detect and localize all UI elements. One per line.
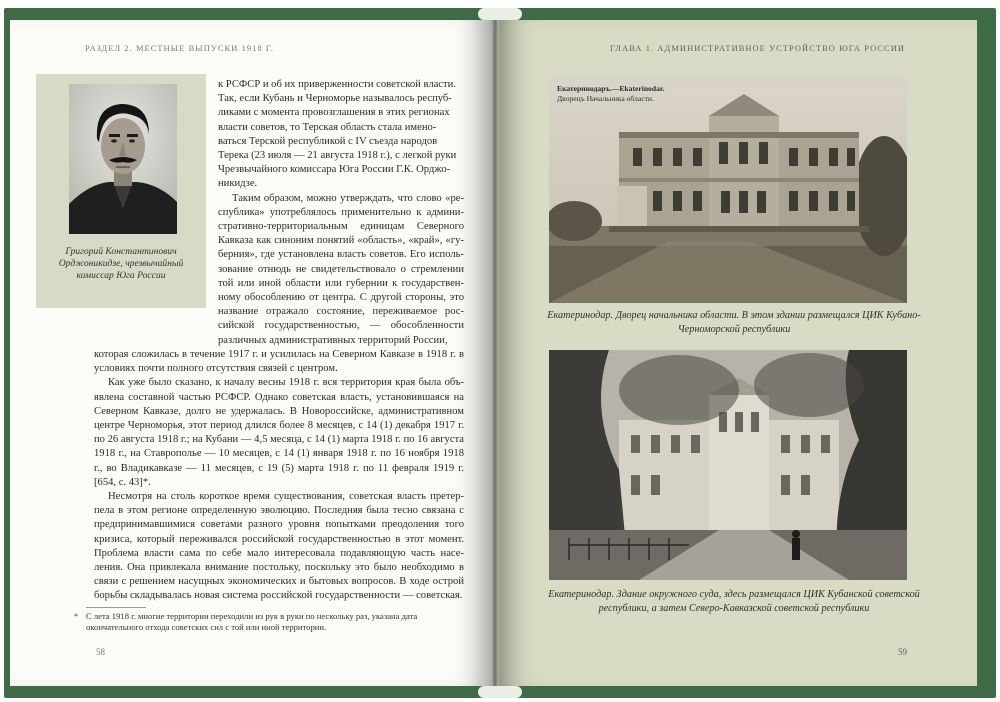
- palace-photo-image: [549, 76, 907, 303]
- footnote: [74, 611, 471, 633]
- text-line: Чрезвычайного комиссара Юга России Г.К. Орджо-: [218, 164, 451, 176]
- text-line: ваться Терской республикой с IV съезда народов: [218, 135, 438, 147]
- text-column: [218, 78, 464, 348]
- text-block-full: [94, 348, 464, 604]
- text-line: Так, если Кубань и Черноморье называлось респуб-: [218, 93, 452, 105]
- text-line: к РСФСР и об их приверженности советской власти.: [218, 79, 456, 90]
- photo2-caption: Екатеринодар. Здание окружного суда, здесь размещался ЦИК Кубанской советской республики, а затем Северо-Кавказской советской республики: [548, 589, 920, 614]
- left-page: [10, 20, 491, 686]
- photo1-caption: Екатеринодар. Дворец начальника области. В этом здании размещался ЦИК Кубано-Черноморской республики: [547, 310, 921, 335]
- photo1-title: [557, 84, 664, 104]
- text-line: Терека (23 июля — 21 августа 1918 г.), с легкой руки: [218, 150, 457, 162]
- paragraph: Несмотря на столь короткое время существования, советская власть претер-пела в этом регионе определенную эволюцию. Последняя была тесно связана с предпринимавшимися советами разного уровня попытками преодоления того кризиса, который переживался российской государственностью в этот момент. Проблема власти сама по себе мало интересовала подавляющую часть насе-ления. Она привлекала внимание постольку, поскольку это было необходимо в связи с решением насущных экономических и бытовых вопросов. В ходе острой борьбы складывалась новая система российской государственности — советская.: [94, 491, 464, 602]
- portrait-box: [36, 74, 206, 308]
- text-line: власти советов, то Терская область стала имено-: [218, 121, 437, 133]
- headband-bottom: [478, 686, 522, 698]
- courthouse-photo-image: [549, 350, 907, 580]
- headband-top: [478, 8, 522, 20]
- right-running-head: ГЛАВА 1. АДМИНИСТРАТИВНОЕ УСТРОЙСТВО ЮГА РОССИИ: [610, 44, 905, 53]
- text-line: никидзе.: [218, 178, 258, 190]
- right-page: [499, 20, 977, 686]
- left-page-number: 58: [96, 647, 105, 657]
- paragraph: Как уже было сказано, к началу весны 1918 г. вся территория края была объ-явлена составной частью РСФСР. Однако советская власть, установившаяся на Северном Кавказе, долго не удержалась. В Новороссийске, административном центре Черноморья, этот период длился более 8 месяцев, с 14 (1) декабря 1917 г. по 26 августа 1918 г.; на Кубани — 4,5 месяца, с 14 (1) марта 1918 г. по 16 августа 1918 г., на Ставрополье — 10 месяцев, с 14 (1) января 1918 г. по 16 ноября 1918 г., во Владикавказе — 11 месяцев, с 19 (5) марта 1918 г. по 11 февраля 1919 г. [654, с. 43]*.: [94, 377, 464, 488]
- portrait-caption: Григорий Константинович Орджоникидзе, чрезвычайный комиссар Юга России: [58, 246, 184, 281]
- right-page-number: 59: [898, 647, 907, 657]
- footnote-text: С лета 1918 г. многие территории переходили из рук в руки по нескольку раз, указана дата окончательного отхода советских сил с той или иной территории.: [86, 611, 418, 632]
- photo1-title-line: Дворецъ Начальника области.: [557, 94, 654, 103]
- left-running-head: РАЗДЕЛ 2. МЕСТНЫЕ ВЫПУСКИ 1918 Г.: [85, 44, 275, 53]
- portrait-photo: [69, 84, 177, 234]
- paragraph: которая сложилась в течение 1917 г. и усилилась на Северном Кавказе в 1918 г. в условиях почти полного отсутствия связей с центром.: [94, 349, 464, 375]
- photo1-title-line: Екатеринодаръ.—Ekaterinodar.: [557, 84, 665, 93]
- footnote-mark: *: [74, 612, 78, 621]
- paragraph: Таким образом, можно утверждать, что слово «ре-спублика» употреблялось применительно к админи-стративно-территориальным единицам Северного Кавказа как синоним понятий «область», «край», «гу-берния», где установлена власть советов. Его исполь-зование отнюдь не свидетельствовало о стремлении той или иной области или губернии к государствен-ному обособлению от центра. С другой стороны, это название отражало состояние, переживаемое рос-сийской государственностью, — обособленности различных административных территорий России,: [218, 192, 464, 346]
- courthouse-photo: [549, 350, 907, 580]
- palace-photo: [549, 76, 907, 303]
- text-line: ликами с момента провозглашения в этих регионах: [218, 107, 450, 119]
- footnote-rule: [86, 607, 146, 608]
- book-gutter: [491, 20, 499, 686]
